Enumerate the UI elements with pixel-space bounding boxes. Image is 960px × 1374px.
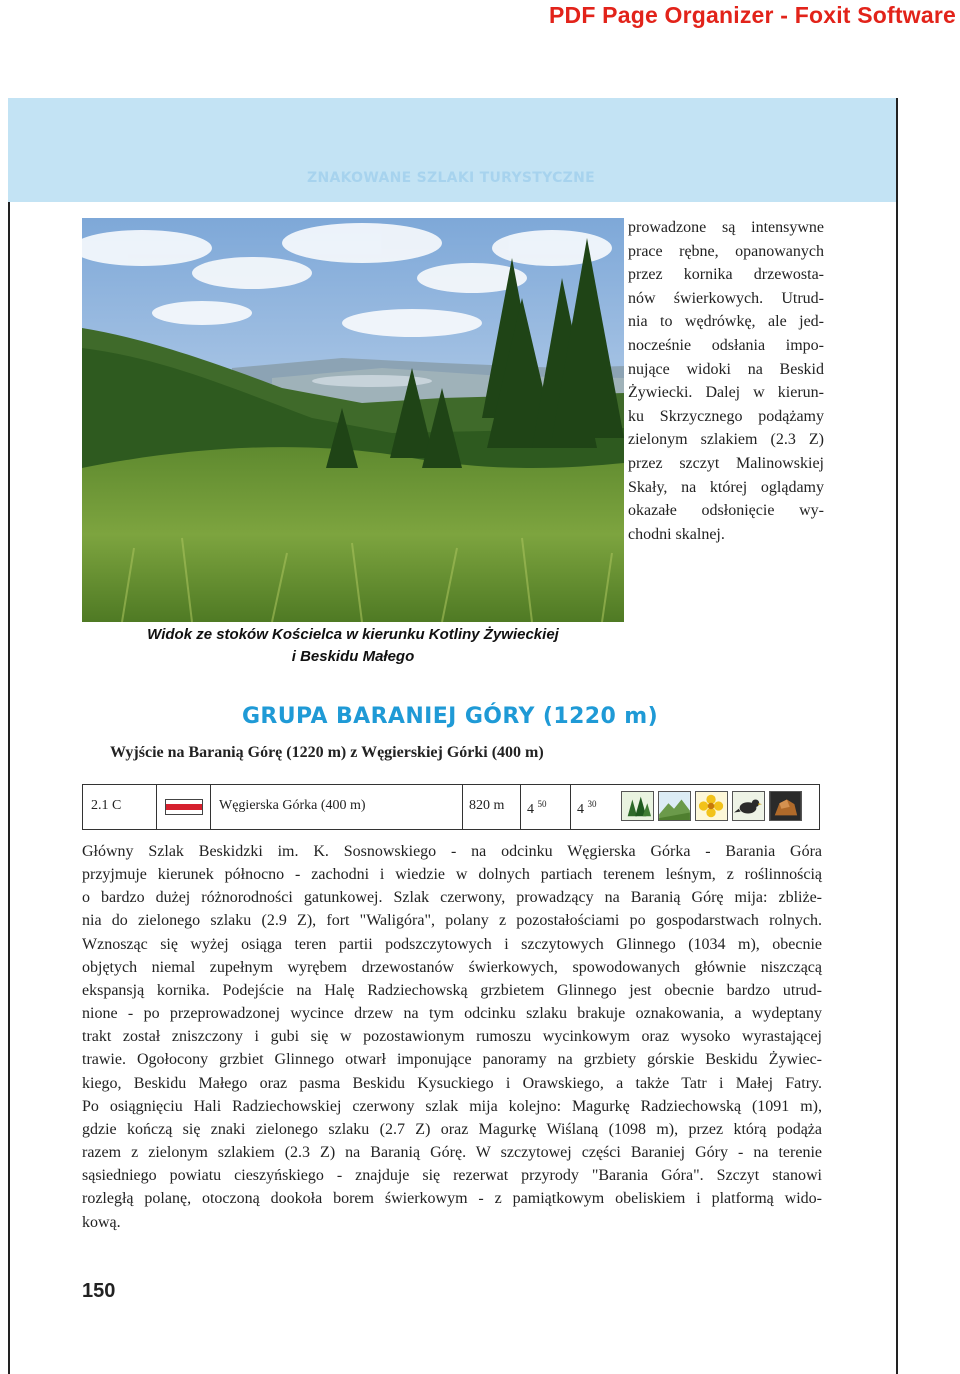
side-line: nów świerkowych. Utrud- [628,289,824,307]
side-line: chodni skalnej. [628,525,725,543]
rock-icon [769,791,802,821]
route-elevation: 820 m [469,798,505,813]
route-code: 2.1 C [91,798,122,813]
bird-icon [732,791,765,821]
body-line: objętych niemal zupełnym wyrębem drzewostanów świerkowych, spowodowanych głównie niszczącą [82,958,822,976]
side-line: przez szczyt Malinowskiej [628,454,824,472]
attraction-icons [621,791,802,821]
time-up: 4 $^{50}$ [527,799,547,817]
flower-icon [695,791,728,821]
page-number: 150 [82,1280,116,1302]
landscape-photo-graphic [82,218,624,622]
route-start-cell [211,785,463,829]
body-line: nia do zielonego szlaku (2.9 Z), fort "Waligóra", polany z pozostałościami po gospodarstwach rolnych. [82,912,822,930]
side-line: nia to wędrówkę, ale jed- [628,313,824,331]
body-line: nione - po przeprowadzonej wycince drzew na tym odcinku szlaku brakuje oznakowania, a wydeptany [82,1005,822,1023]
watermark: PDF Page Organizer - Foxit Software [548,2,956,28]
side-line: zielonym szlakiem (2.3 Z) [628,431,824,449]
body-line: rozległą polanę, otoczoną dookoła borem świerkowym - z pamiątkowym obeliskiem i platformą wido- [82,1190,822,1208]
time-down-cell [571,785,621,829]
body-line: sąsiedniego powiatu cieszyńskiego - znajduje się rezerwat przyrody "Barania Góra". Szczyt stanowi [82,1167,822,1185]
side-line: okazałe odsłonięcie wy- [628,502,824,520]
red-trail-marker-icon [165,799,203,815]
route-table [82,784,820,830]
body-text [82,840,822,1234]
section-header-title: ZNAKOWANE SZLAKI TURYSTYCZNE [307,170,595,186]
route-code-cell [83,785,157,829]
body-line: kiego, Beskidu Małego oraz pasma Beskidu Kysuckiego i Orawskiego, a także Tatr i Małej Fatry. [82,1074,822,1092]
body-line: razem z zielonym szlakiem (2.3 Z) na Baranią Górę. W szczytowej części Baraniej Góry - na terenie [82,1144,822,1162]
header-band [8,98,898,202]
side-line: ku Skrzycznego podążamy [628,407,824,425]
route-subtitle: Wyjście na Baranią Górę (1220 m) z Węgierskiej Górki (400 m) [110,744,544,761]
body-line: Wznosząc się wyżej osiąga teren partii podszczytowych i szczytowych Glinnego (1034 m), obecnie [82,935,822,953]
mountain-view-icon [658,791,691,821]
landscape-photo [82,218,624,622]
forest-icon [621,791,654,821]
side-column-text [628,216,824,546]
route-marker-cell [157,785,211,829]
frame-left-border [8,202,10,1374]
side-line: nocześnie odsłania impo- [628,336,824,354]
body-line: o bardzo dużej różnorodności gatunkowej. Szlak czerwony, prowadzący na Baranią Górę mija: zbliże- [82,889,822,907]
route-elevation-cell [463,785,521,829]
time-down: 4 $^{30}$ [577,799,597,817]
side-line: nujące widoki na Beskid [628,360,824,378]
side-line: Skały, na której oglądamy [628,478,824,496]
caption-line: Widok ze stoków Kościelca w kierunku Kotliny Żywieckiej [147,626,559,643]
body-line: przyjmuje kierunek północno - zachodni i wiedzie w dolnych partiach terenem leśnym, z roślinnością [82,866,822,884]
body-line: gdzie kończą się znaki zielonego szlaku (2.7 Z) oraz Magurkę Wiślaną (1098 m), przez którą podąża [82,1120,822,1138]
photo-caption [82,624,624,668]
frame-right-border [896,98,898,1374]
caption-line: i Beskidu Małego [291,648,415,665]
body-line: kową. [82,1213,121,1231]
body-line: trakt został zniszczony i gubi się w pozostawionym rumoszu wycinkowym oraz wysoko wyrastającej [82,1028,822,1046]
route-start: Węgierska Górka (400 m) [219,798,366,813]
body-line: ekspansją kornika. Podejście na Halę Radziechowską grzbietem Glinnego jest obecnie bardzo utrud- [82,981,822,999]
body-line: Po osiągnięciu Hali Radziechowskiej czerwony szlak mija kolejno: Magurkę Radziechowską (1091 m), [82,1097,822,1115]
body-line: Główny Szlak Beskidzki im. K. Sosnowskiego - na odcinku Węgierska Górka - Barania Góra [82,843,822,860]
body-line: trawie. Ogołocony grzbiet Glinnego otwarł imponujące panoramy na grzbiety górskie Beskidu Żywiec- [82,1051,822,1069]
side-line: prowadzone są intensywne [628,219,824,236]
side-line: Żywiecki. Dalej w kierun- [628,384,824,402]
side-line: przez kornika drzewosta- [628,266,824,284]
side-line: prace rębne, opanowanych [628,242,824,260]
group-title: GRUPA BARANIEJ GÓRY (1220 m) [241,704,659,729]
time-up-cell [521,785,571,829]
